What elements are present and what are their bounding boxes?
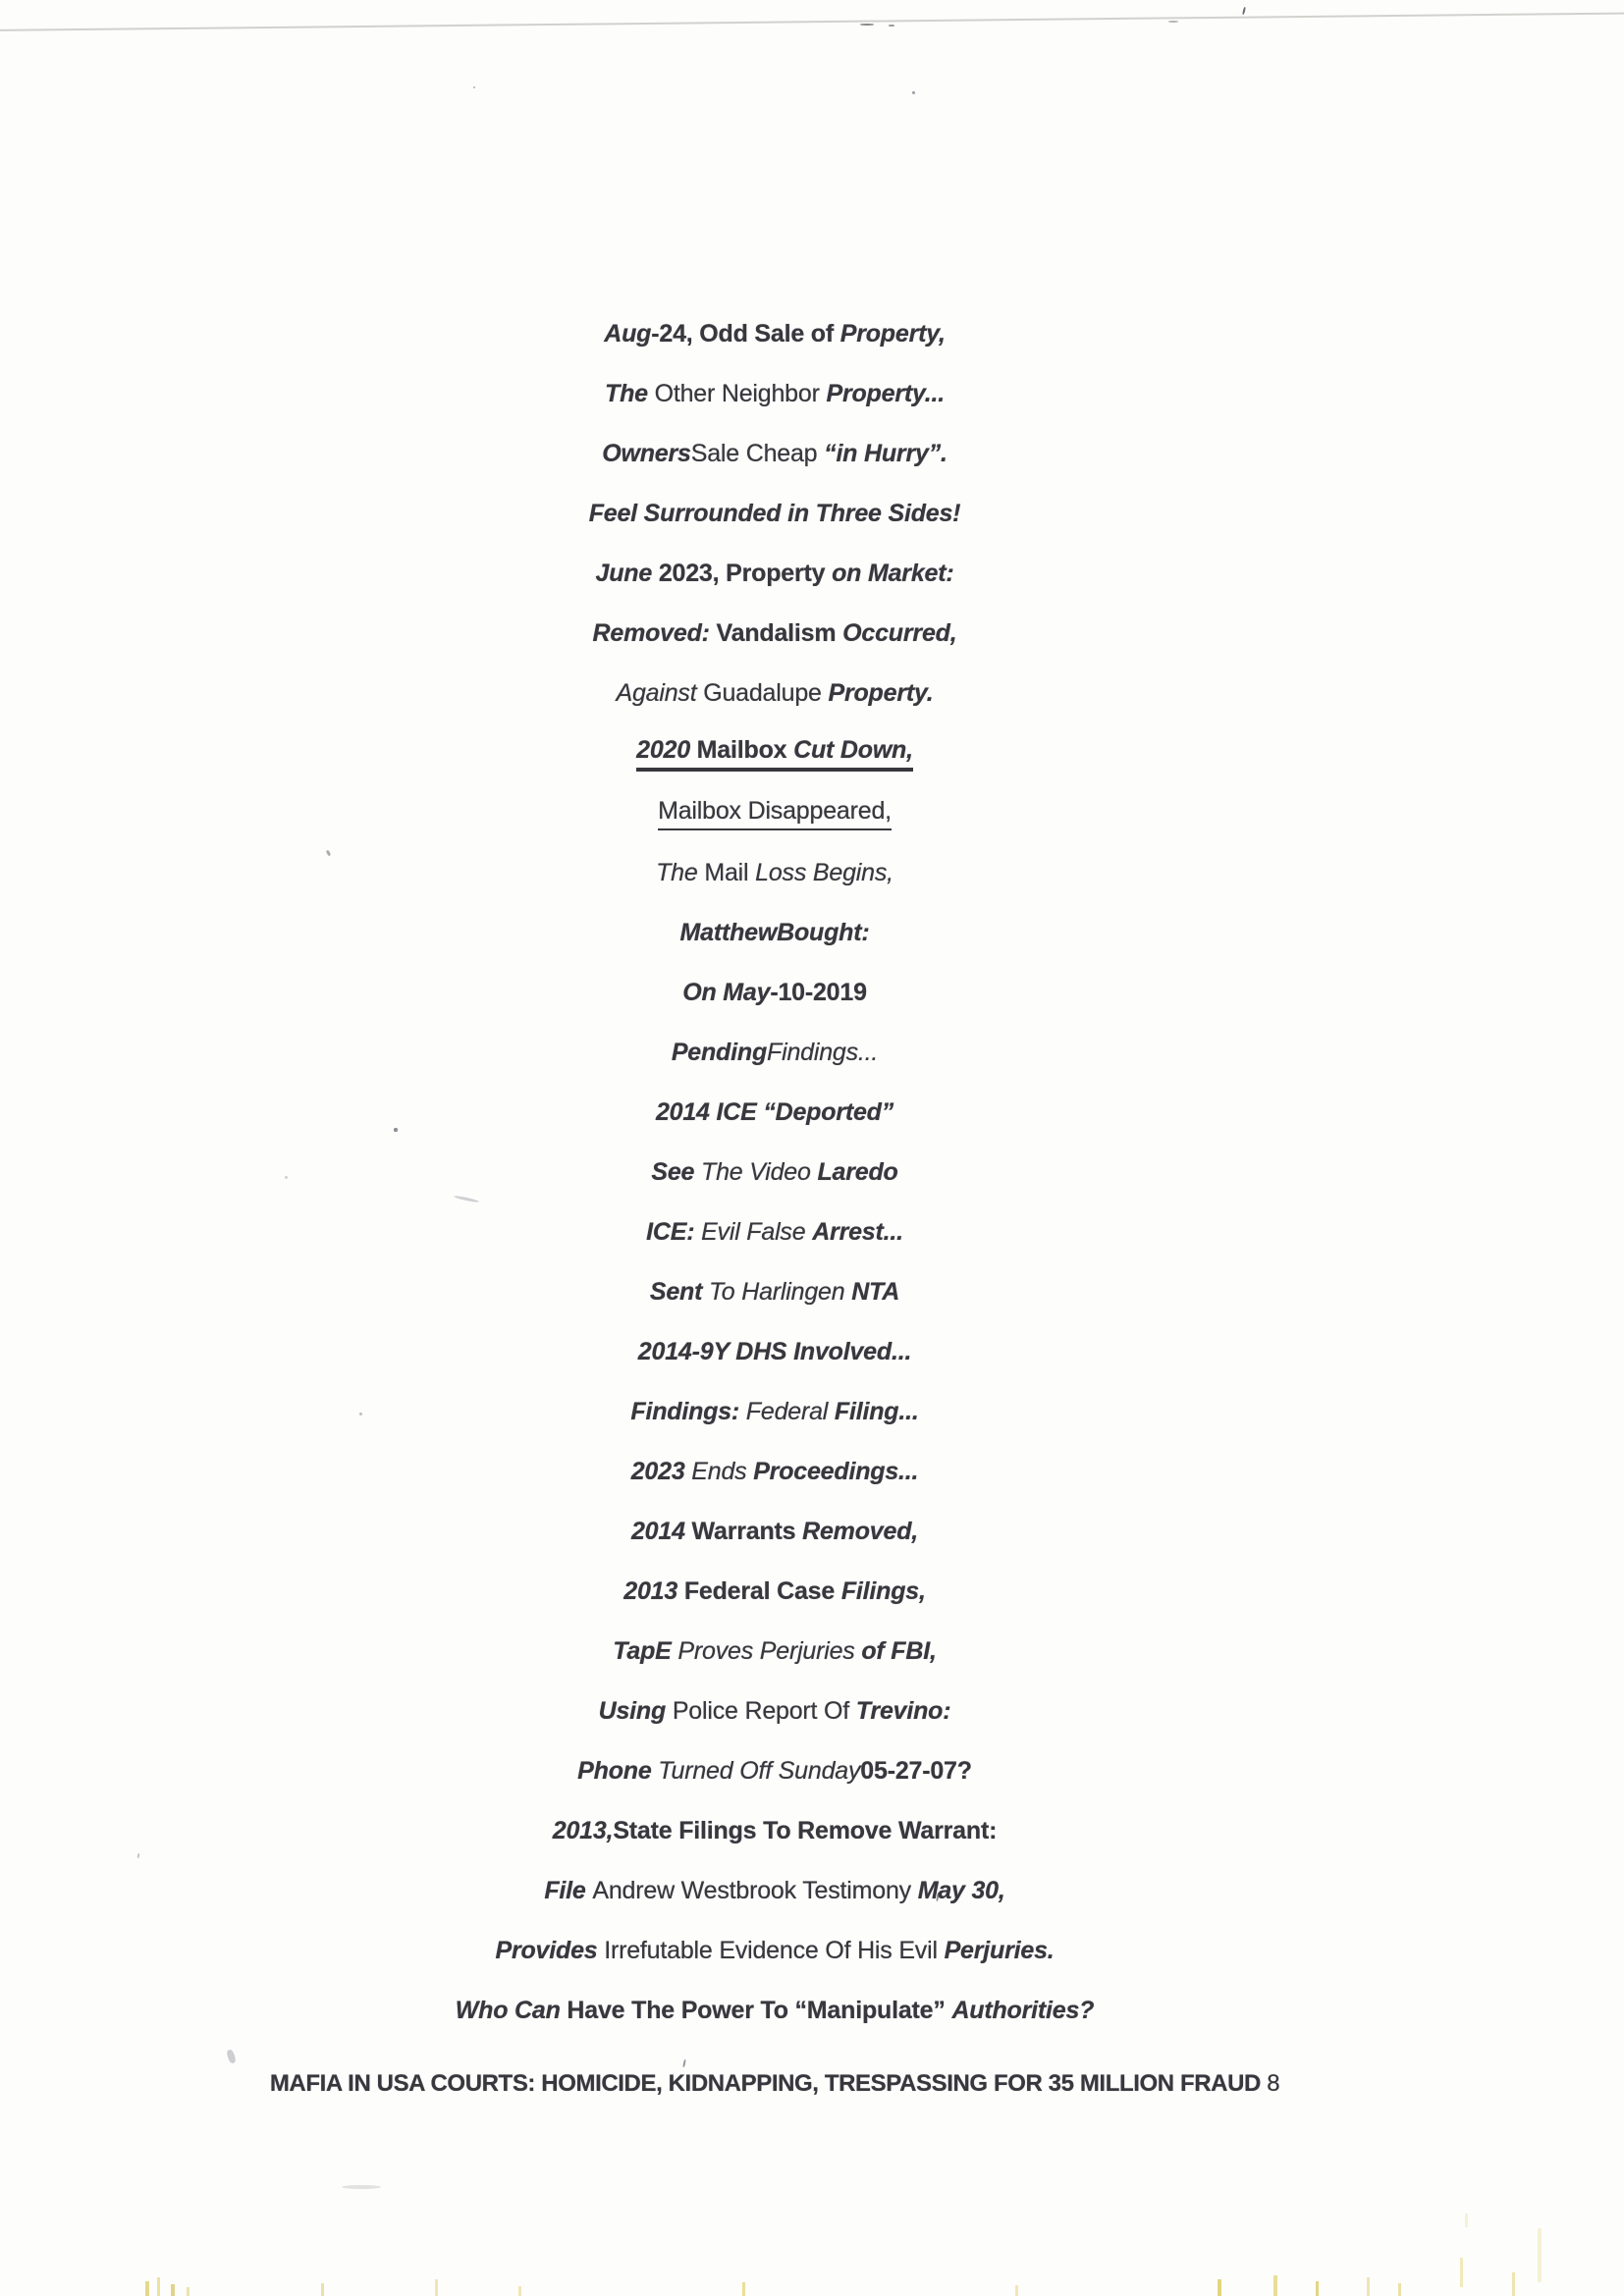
text-segment: Police Report Of <box>672 1697 856 1725</box>
text-segment: Arrest... <box>812 1218 903 1246</box>
text-segment: Sent <box>649 1278 709 1306</box>
text-segment: Irrefutable Evidence Of His Evil <box>604 1937 945 1964</box>
text-wrap <box>577 1757 972 1786</box>
text-line <box>0 484 1549 544</box>
text-segment: The <box>605 380 655 407</box>
text-segment: Federal <box>745 1398 835 1425</box>
text-wrap <box>650 1278 899 1307</box>
text-line <box>0 1442 1549 1502</box>
scan-streak <box>518 2286 521 2296</box>
text-line <box>0 544 1549 604</box>
text-segment: Sale Cheap <box>690 440 825 467</box>
text-segment: Guadalupe <box>703 679 829 707</box>
text-segment: Trevino: <box>855 1697 951 1725</box>
text-line <box>0 1083 1549 1143</box>
scan-speck <box>1242 7 1246 15</box>
scan-speck <box>860 24 874 26</box>
text-segment: 2013, <box>552 1817 614 1844</box>
text-segment: 2023 <box>630 1458 692 1485</box>
text-segment: Phone <box>577 1757 659 1785</box>
text-wrap <box>270 2070 1279 2098</box>
text-line <box>0 1143 1549 1202</box>
text-line <box>0 1981 1549 2041</box>
text-segment: Property. <box>828 679 934 707</box>
text-line <box>0 1262 1549 1322</box>
text-segment: -24, Odd Sale of <box>651 320 840 347</box>
text-segment: Laredo <box>817 1158 898 1186</box>
scan-streak <box>1538 2228 1542 2282</box>
text-wrap <box>682 979 867 1007</box>
text-segment: Feel Surrounded in Three Sides! <box>588 500 961 527</box>
scan-streak <box>435 2279 438 2296</box>
text-segment: Aug <box>604 320 652 347</box>
text-segment: -10-2019 <box>770 979 867 1006</box>
text-line <box>0 843 1549 903</box>
text-segment: Mailbox <box>696 735 794 764</box>
text-segment: Provides <box>495 1937 605 1964</box>
document-lines <box>0 304 1624 2113</box>
text-wrap <box>605 380 945 408</box>
text-line <box>0 1322 1549 1382</box>
text-wrap <box>602 440 947 468</box>
text-segment: on Market: <box>832 560 954 587</box>
text-wrap <box>544 1877 1004 1905</box>
scan-speck <box>473 86 475 88</box>
text-segment: 8 <box>1267 2069 1280 2097</box>
text-segment: May 30, <box>917 1877 1005 1904</box>
text-segment: Against <box>616 679 704 707</box>
text-line <box>0 1622 1549 1682</box>
text-segment: Federal Case <box>683 1577 841 1605</box>
text-segment: Owners <box>602 440 691 467</box>
text-segment: Mail <box>704 859 756 886</box>
text-wrap <box>646 1218 903 1247</box>
scan-streak <box>1460 2258 1463 2287</box>
text-line <box>0 664 1549 723</box>
text-wrap <box>553 1817 997 1845</box>
text-segment: 2013 <box>623 1577 684 1605</box>
scan-streak <box>1015 2285 1018 2296</box>
text-line <box>0 1682 1549 1741</box>
scan-artifact-line <box>0 12 1624 31</box>
text-line <box>0 723 1549 783</box>
scan-streak <box>171 2284 175 2296</box>
text-line <box>0 1202 1549 1262</box>
text-segment: Have The Power To “Manipulate” <box>567 1997 952 2024</box>
text-segment: 05-27-07? <box>860 1757 972 1785</box>
text-segment: TapE <box>613 1637 678 1665</box>
scan-streak <box>1465 2214 1468 2227</box>
text-segment: Cut Down, <box>793 735 913 764</box>
text-segment: Turned Off Sunday <box>658 1757 861 1785</box>
text-segment: ICE: <box>646 1218 702 1246</box>
underlined-text-wrap <box>636 736 913 772</box>
text-segment: 2014 <box>630 1518 692 1545</box>
text-segment: Removed: <box>592 619 717 647</box>
text-wrap <box>630 1398 918 1426</box>
text-segment: Andrew Westbrook Testimony <box>592 1877 918 1904</box>
text-segment: Filing... <box>834 1398 919 1425</box>
text-segment: June <box>595 560 659 587</box>
scan-streak <box>1512 2272 1515 2296</box>
scan-streak <box>1218 2279 1221 2296</box>
text-segment: MAFIA IN USA COURTS: HOMICIDE, KIDNAPPING, TRESPASSING FOR 35 MILLION FRAUD <box>269 2069 1268 2097</box>
text-segment: NTA <box>851 1278 900 1306</box>
scan-speck <box>342 2185 381 2189</box>
scan-streak <box>1367 2277 1370 2296</box>
text-segment: Authorities? <box>951 1997 1095 2024</box>
text-segment: Proceedings... <box>753 1458 919 1485</box>
text-segment: The Video <box>701 1158 818 1186</box>
text-wrap <box>613 1637 936 1666</box>
text-segment: Property, <box>839 320 946 347</box>
text-segment: Pending <box>671 1039 768 1066</box>
text-segment: Ends <box>691 1458 754 1485</box>
text-line <box>0 903 1549 963</box>
scan-streak <box>742 2282 745 2296</box>
text-segment: Using <box>598 1697 673 1725</box>
scan-speck <box>1168 21 1178 23</box>
text-segment: Perjuries. <box>944 1937 1055 1964</box>
text-segment: “in Hurry”. <box>824 440 947 467</box>
text-segment: File <box>544 1877 593 1904</box>
text-wrap <box>656 1098 893 1127</box>
text-wrap <box>656 859 893 887</box>
text-segment: Removed, <box>802 1518 919 1545</box>
text-segment: of FBI, <box>861 1637 937 1665</box>
text-segment: Who Can <box>455 1997 568 2024</box>
text-segment: The <box>656 859 705 886</box>
text-segment: State Filings To Remove Warrant: <box>613 1817 998 1844</box>
text-segment: Occurred, <box>842 619 957 647</box>
text-segment: See <box>651 1158 701 1186</box>
text-line <box>0 1023 1549 1083</box>
text-wrap <box>495 1937 1054 1965</box>
text-line <box>0 604 1549 664</box>
text-segment: 2014 ICE “Deported” <box>655 1098 894 1126</box>
text-segment: Other Neighbor <box>654 380 827 407</box>
text-segment: Findings... <box>767 1039 879 1066</box>
footer-text-line <box>0 2054 1549 2113</box>
text-segment: Proves Perjuries <box>677 1637 862 1665</box>
text-segment: 2020 <box>636 735 697 764</box>
text-segment: Warrants <box>691 1518 803 1545</box>
text-wrap <box>599 1697 951 1726</box>
text-wrap <box>593 619 957 648</box>
text-segment: Filings, <box>840 1577 926 1605</box>
text-line <box>0 1502 1549 1562</box>
text-wrap <box>631 1458 919 1486</box>
text-line <box>0 304 1549 364</box>
scan-streak <box>1316 2281 1319 2296</box>
text-wrap <box>604 320 946 348</box>
text-segment: Loss Begins, <box>755 859 893 886</box>
text-line <box>0 783 1549 843</box>
text-line <box>0 1861 1549 1921</box>
text-segment: Evil False <box>701 1218 813 1246</box>
text-line <box>0 1382 1549 1442</box>
text-line <box>0 1741 1549 1801</box>
scan-speck <box>912 91 915 94</box>
scan-streak <box>321 2283 324 2296</box>
text-wrap <box>589 500 961 528</box>
text-segment: Vandalism <box>716 619 843 647</box>
text-segment: 2014-9Y DHS Involved... <box>637 1338 912 1365</box>
text-segment: Findings: <box>630 1398 746 1425</box>
text-line <box>0 364 1549 424</box>
text-wrap <box>623 1577 925 1606</box>
text-wrap <box>456 1997 1095 2025</box>
text-line <box>0 424 1549 484</box>
scan-speck <box>889 25 894 27</box>
text-line <box>0 1921 1549 1981</box>
text-line <box>0 1801 1549 1861</box>
text-line <box>0 1562 1549 1622</box>
text-wrap <box>638 1338 911 1366</box>
scan-streak <box>1273 2275 1277 2296</box>
scan-streak <box>1398 2283 1401 2296</box>
text-wrap <box>672 1039 878 1067</box>
text-wrap <box>631 1518 918 1546</box>
underlined-text-wrap <box>658 797 892 830</box>
scan-streak <box>145 2281 149 2296</box>
text-segment: Property... <box>826 380 945 407</box>
text-segment: MatthewBought: <box>679 919 870 946</box>
text-segment: Mailbox Disappeared, <box>658 796 892 825</box>
scan-streak <box>187 2287 189 2296</box>
text-wrap <box>616 679 933 708</box>
text-segment: 2023, Property <box>658 560 833 587</box>
text-wrap <box>596 560 954 588</box>
text-line <box>0 963 1549 1023</box>
text-wrap <box>680 919 870 947</box>
scan-streak <box>157 2277 160 2296</box>
text-segment: On May <box>682 979 771 1006</box>
text-wrap <box>651 1158 897 1187</box>
text-segment: To Harlingen <box>709 1278 852 1306</box>
